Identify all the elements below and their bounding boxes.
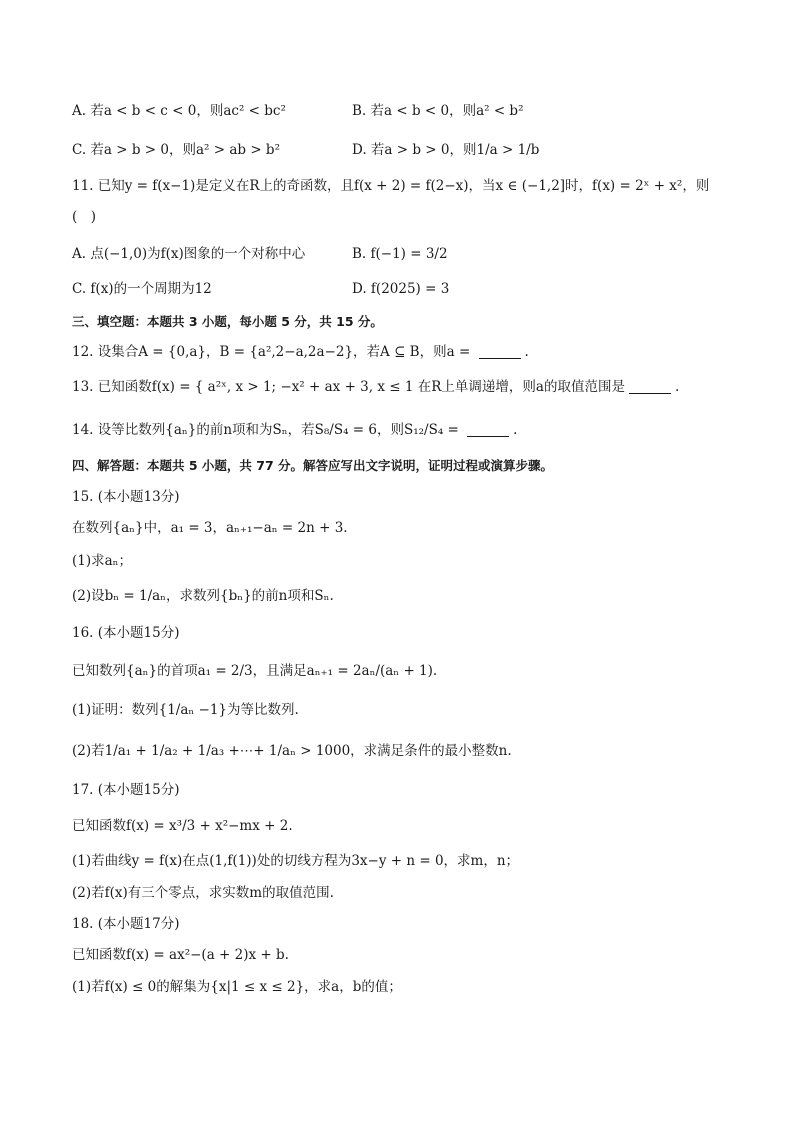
q14-answer-blank xyxy=(467,424,509,437)
q11-answer-paren: ( ) xyxy=(72,209,97,225)
q11-option-d: D. f(2025) = 3 xyxy=(352,281,450,297)
q16-heading: 16. (本小题15分) xyxy=(72,625,180,641)
q15-heading: 15. (本小题13分) xyxy=(72,489,180,505)
q17-heading: 17. (本小题15分) xyxy=(72,782,180,798)
q14-period: . xyxy=(513,422,518,438)
q10-option-b: B. 若a < b < 0，则a² < b² xyxy=(352,103,524,119)
q13 xyxy=(72,377,679,397)
q13-answer-blank xyxy=(629,381,671,394)
q11-option-c: C. f(x)的一个周期为12 xyxy=(72,281,212,297)
q11-option-a: A. 点(−1,0)为f(x)图象的一个对称中心 xyxy=(72,246,306,262)
q12 xyxy=(72,342,529,362)
q18-heading: 18. (本小题17分) xyxy=(72,916,180,932)
q17-part1: (1)若曲线y = f(x)在点(1,f(1))处的切线方程为3x−y + n = 0，求m，n； xyxy=(72,853,520,869)
q10-option-d: D. 若a > b > 0，则1/a > 1/b xyxy=(352,142,540,158)
q14-text: 14. 设等比数列{aₙ}的前n项和为Sₙ，若S₈/S₄ = 6，则S₁₂/S₄ = xyxy=(72,422,464,438)
q18-stem: 已知函数f(x) = ax²−(a + 2)x + b. xyxy=(72,947,289,963)
q10-option-a: A. 若a < b < c < 0，则ac² < bc² xyxy=(72,103,286,119)
q11-stem: 11. 已知y = f(x−1)是定义在R上的奇函数，且f(x + 2) = f(2−x)，当x ∈ (−1,2]时，f(x) = 2ˣ + x²，则 xyxy=(72,178,710,194)
q17-part2: (2)若f(x)有三个零点，求实数m的取值范围. xyxy=(72,885,334,901)
section-fill-in-heading: 三、填空题：本题共 3 小题，每小题 5 分，共 15 分。 xyxy=(72,314,383,329)
q11-option-b: B. f(−1) = 3/2 xyxy=(352,246,448,262)
q16-part2: (2)若1/a₁ + 1/a₂ + 1/a₃ +⋯+ 1/aₙ > 1000，求满足条件的最小整数n. xyxy=(72,743,512,759)
q16-part1: (1)证明：数列{1/aₙ −1}为等比数列. xyxy=(72,702,299,718)
q10-option-c: C. 若a > b > 0，则a² > ab > b² xyxy=(72,142,280,158)
q15-part1: (1)求aₙ； xyxy=(72,553,133,569)
q17-stem: 已知函数f(x) = x³/3 + x²−mx + 2. xyxy=(72,818,293,834)
q15-stem: 在数列{aₙ}中，a₁ = 3，aₙ₊₁−aₙ = 2n + 3. xyxy=(72,520,348,536)
q14 xyxy=(72,420,517,440)
q12-answer-blank xyxy=(479,346,521,359)
q12-text: 12. 设集合A = {0,a}，B = {a²,2−a,2a−2}，若A ⊆ B，则a = xyxy=(72,344,475,360)
q16-stem: 已知数列{aₙ}的首项a₁ = 2/3，且满足aₙ₊₁ = 2aₙ/(aₙ + 1). xyxy=(72,663,438,679)
q13-text: 13. 已知函数f(x) = { a²ˣ, x > 1; −x² + ax + 3, x ≤ 1 在R上单调递增，则a的取值范围是 xyxy=(72,379,625,395)
q13-period: . xyxy=(674,379,680,395)
q15-part2: (2)设bₙ = 1/aₙ，求数列{bₙ}的前n项和Sₙ. xyxy=(72,588,334,604)
q18-part1: (1)若f(x) ≤ 0的解集为{x|1 ≤ x ≤ 2}，求a，b的值； xyxy=(72,979,402,995)
q12-period: . xyxy=(524,344,529,360)
section-answer-heading: 四、解答题：本题共 5 小题，共 77 分。解答应写出文字说明，证明过程或演算步骤。 xyxy=(72,458,554,473)
